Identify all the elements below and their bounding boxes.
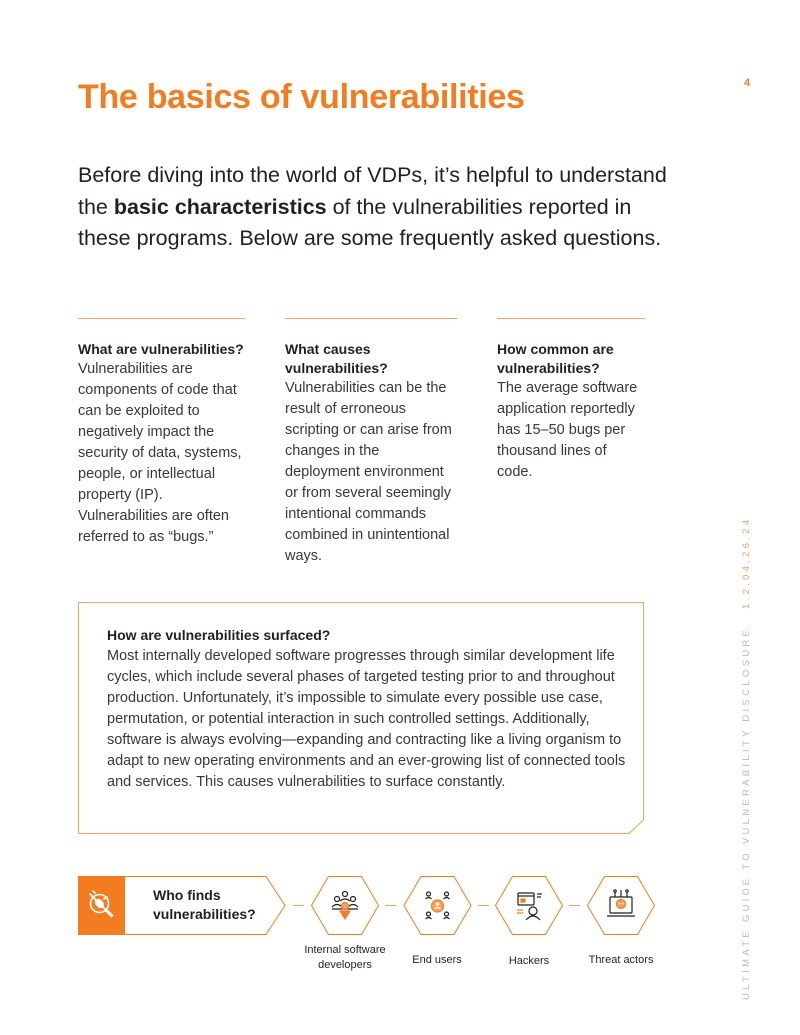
finder-label-users: End users xyxy=(412,954,462,966)
page-title: The basics of vulnerabilities xyxy=(78,78,525,116)
skull-laptop-icon xyxy=(607,890,635,916)
finder-label-developers: Internal software developers xyxy=(304,944,386,971)
faq-column-causes xyxy=(285,318,457,567)
faq-answer: The average software application reportedly has 15–50 bugs per thousand lines of code. xyxy=(497,380,638,480)
users-network-icon xyxy=(426,892,450,919)
intro-text-after: of the vulnerabilities reported in these programs. Below are some frequently asked questions. xyxy=(78,194,662,250)
intro-text-bold: basic characteristics xyxy=(113,194,327,219)
finder-label-hackers: Hackers xyxy=(508,955,550,967)
faq-column-common xyxy=(497,318,645,483)
faq-question: What are vulnerabilities? xyxy=(78,341,244,357)
faq-question: What causes vulnerabilities? xyxy=(285,341,388,376)
who-finds-label: Who finds vulnerabilities? xyxy=(153,887,256,922)
callout-title: How are vulnerabilities surfaced? xyxy=(107,627,331,643)
side-running-title xyxy=(741,517,752,1000)
side-title: ULTIMATE GUIDE TO VULNERABILITY DISCLOSURE xyxy=(741,626,752,1000)
faq-question: How common are vulnerabilities? xyxy=(497,341,614,376)
page-number: 4 xyxy=(744,77,751,89)
intro-paragraph xyxy=(78,160,688,255)
faq-divider xyxy=(78,318,245,319)
faq-answer: Vulnerabilities are components of code that can be exploited to negatively impact the security of data, systems, people, or intellectual property (IP). Vulnerabilities are often referred to as “bugs.” xyxy=(78,361,242,545)
callout-box xyxy=(78,602,644,834)
faq-divider xyxy=(497,318,645,319)
finder-label-threat: Threat actors xyxy=(588,954,654,966)
who-finds-section xyxy=(78,876,678,986)
faq-divider xyxy=(285,318,457,319)
faq-answer: Vulnerabilities can be the result of erroneous scripting or can arise from changes in the deployment environment or from several seemingly intentional commands combined in unintentional ways. xyxy=(285,380,452,564)
team-icon xyxy=(332,892,358,920)
faq-column-what xyxy=(78,318,245,548)
side-date: 1.2.04.26.24 xyxy=(741,516,752,609)
intro-text-before: Before diving into the world of VDPs, it’s helpful to understand the xyxy=(78,163,667,219)
hacker-icon xyxy=(517,893,542,920)
callout-body: Most internally developed software progresses through similar development life cycles, which include several phases of targeted testing prior to and throughout production. Unfortunately, it’s impossible to simulate every possible use case, permutation, or potential interaction in such controlled settings. Additionally, software is always evolving—expanding and contracting like a living organism to adapt to new operating environments and an ever-growing list of connected tools and services. This causes vulnerabilities to surface constantly. xyxy=(107,648,626,790)
